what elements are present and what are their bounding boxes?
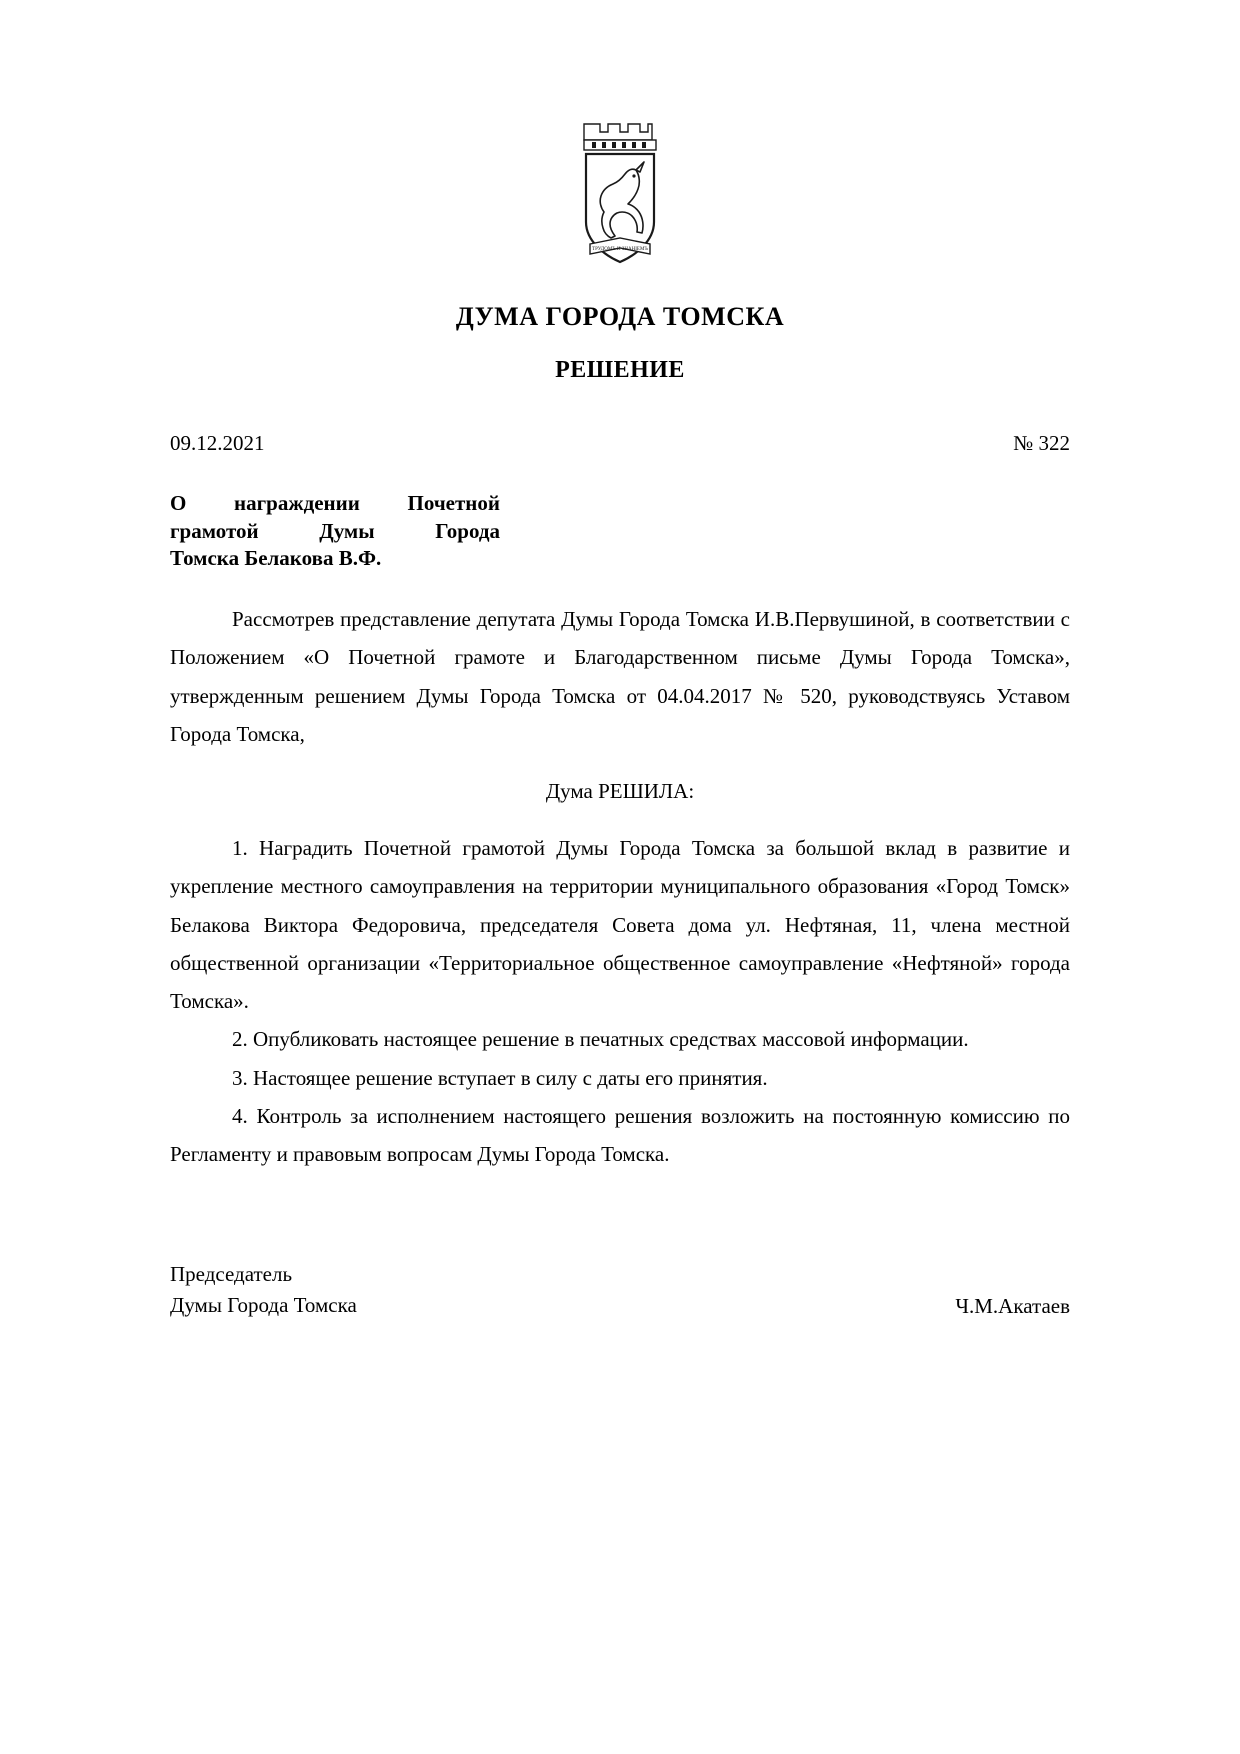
document-meta — [170, 431, 1070, 456]
subject-line-2: грамотой Думы Города — [170, 518, 500, 543]
preamble-paragraph: Рассмотрев представление депутата Думы Города Томска И.В.Первушиной, в соответствии с Положением «О Почетной грамоте и Благодарственном письме Думы Города Томска», утвержденным решением Думы Города Томска от 04.04.2017 № 520, руководствуясь Уставом Города Томска, — [170, 607, 1070, 746]
subject-line-3: Томска Белакова В.Ф. — [170, 546, 382, 571]
resolution-header: Дума РЕШИЛА: — [545, 779, 695, 804]
document-number: № 322 — [1013, 431, 1070, 455]
emblem-container — [170, 0, 1070, 278]
document-type: РЕШЕНИЕ — [555, 357, 685, 383]
resolution-item-2: 2. Опубликовать настоящее решение в печатных средствах массовой информации. — [232, 1027, 969, 1052]
signature-block — [170, 1259, 1070, 1320]
organization-title: ДУМА ГОРОДА ТОМСКА — [455, 302, 785, 331]
resolution-item-4: 4. Контроль за исполнением настоящего решения возложить на постоянную комиссию по Регламенту и правовым вопросам Думы Города Томска. — [170, 1103, 1070, 1166]
resolution-item-1: 1. Наградить Почетной грамотой Думы Города Томска за большой вклад в развитие и укрепление местного самоуправления на территории муниципального образования «Город Томск» Белакова Виктора Федоровича, председателя Совета дома ул. Нефтяная, 11, члена местной общественной организации «Территориальное общественное самоуправление «Нефтяной» города Томска». — [170, 836, 1070, 1014]
document-body — [170, 600, 1070, 1173]
document-subject — [170, 490, 500, 573]
signatory-name: Ч.М.Акатаев — [955, 1294, 1070, 1319]
signatory-role-line-2: Думы Города Томска — [170, 1292, 357, 1317]
signatory-role-line-1: Председатель — [170, 1262, 293, 1287]
subject-line-1: О награждении Почетной — [170, 491, 500, 515]
tomsk-coat-of-arms-icon — [568, 118, 672, 278]
svg-text:ТРУДОМЪ И ЗНАНІЕМЪ: ТРУДОМЪ И ЗНАНІЕМЪ — [592, 247, 648, 252]
document-date: 09.12.2021 — [170, 431, 265, 455]
resolution-item-3: 3. Настоящее решение вступает в силу с даты его принятия. — [232, 1065, 768, 1090]
signatory-role — [170, 1259, 357, 1320]
